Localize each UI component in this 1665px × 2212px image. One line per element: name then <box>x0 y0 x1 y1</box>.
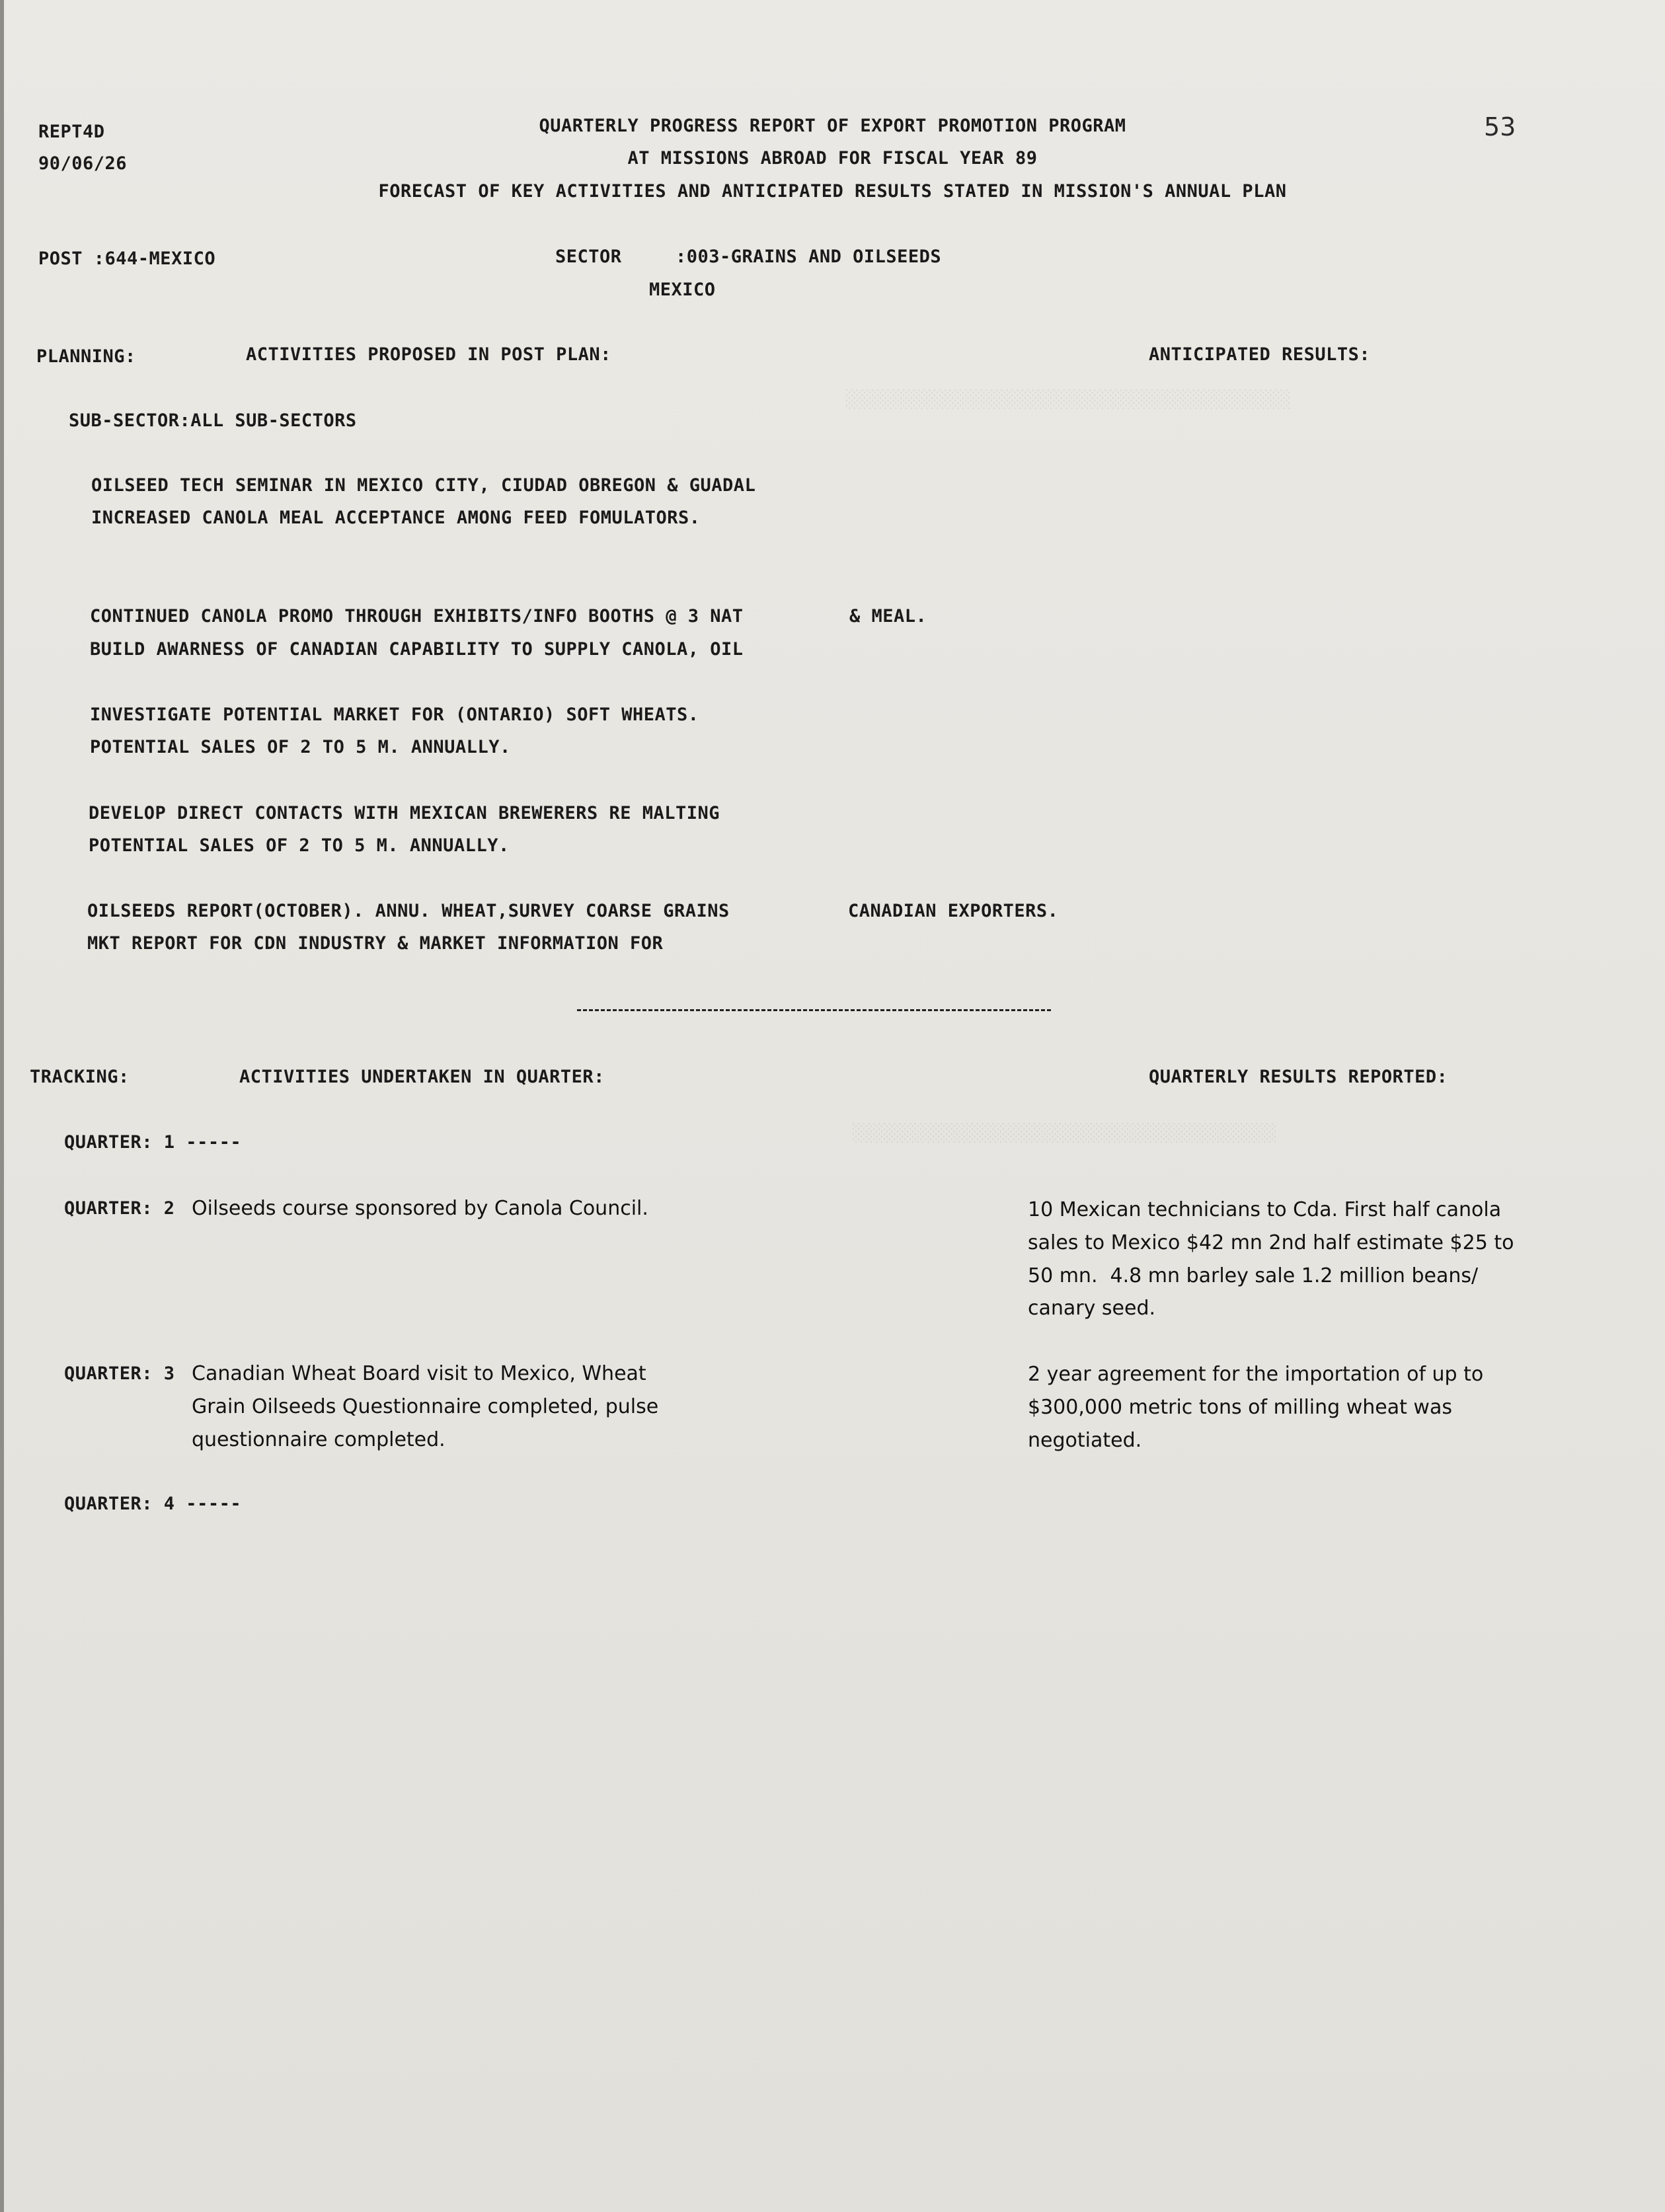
quarter-2-result-line1: 10 Mexican technicians to Cda. First half canola <box>1028 1198 1502 1221</box>
quarter-2-label: QUARTER: 2 <box>64 1198 175 1219</box>
subsector-label: SUB-SECTOR:ALL SUB-SECTORS <box>69 410 357 431</box>
report-title-line2: AT MISSIONS ABROAD FOR FISCAL YEAR 89 <box>627 148 1038 169</box>
plan-item-5-line1: OILSEEDS REPORT(OCTOBER). ANNU. WHEAT,SURVEY COARSE GRAINS <box>87 901 730 921</box>
quarter-3-activity-line3: questionnaire completed. <box>192 1428 445 1451</box>
quarter-2-result-line4: canary seed. <box>1028 1297 1156 1320</box>
tracking-results-header: QUARTERLY RESULTS REPORTED: <box>1149 1067 1448 1087</box>
tracking-activities-header: ACTIVITIES UNDERTAKEN IN QUARTER: <box>239 1067 605 1087</box>
plan-item-1-line2: INCREASED CANOLA MEAL ACCEPTANCE AMONG FEED FOMULATORS. <box>91 508 701 528</box>
plan-item-2-result: & MEAL. <box>849 606 927 627</box>
plan-item-5-line2: MKT REPORT FOR CDN INDUSTRY & MARKET INFORMATION FOR <box>87 933 664 954</box>
plan-item-4-line2: POTENTIAL SALES OF 2 TO 5 M. ANNUALLY. <box>89 835 510 856</box>
report-title-line3: FORECAST OF KEY ACTIVITIES AND ANTICIPATED RESULTS STATED IN MISSION'S ANNUAL PLAN <box>378 181 1287 202</box>
plan-item-3-line2: POTENTIAL SALES OF 2 TO 5 M. ANNUALLY. <box>90 737 511 757</box>
country-label: MEXICO <box>649 280 716 300</box>
post-label: POST :644-MEXICO <box>38 248 216 269</box>
quarter-3-activity-line2: Grain Oilseeds Questionnaire completed, pulse <box>192 1395 659 1418</box>
quarter-2-activity: Oilseeds course sponsored by Canola Council. <box>192 1197 648 1220</box>
plan-item-1-line1: OILSEED TECH SEMINAR IN MEXICO CITY, CIUDAD OBREGON & GUADAL <box>91 475 756 496</box>
sector-value: :003-GRAINS AND OILSEEDS <box>676 247 942 267</box>
page-edge <box>0 0 4 2212</box>
plan-item-5-result: CANADIAN EXPORTERS. <box>848 901 1059 921</box>
sector-label: SECTOR <box>555 247 622 267</box>
quarter-4-label: QUARTER: 4 ----- <box>64 1494 242 1514</box>
planning-activities-header: ACTIVITIES PROPOSED IN POST PLAN: <box>246 344 611 365</box>
plan-item-3-line1: INVESTIGATE POTENTIAL MARKET FOR (ONTARIO) SOFT WHEATS. <box>90 705 699 725</box>
tracking-label: TRACKING: <box>30 1067 130 1087</box>
plan-item-2-line1: CONTINUED CANOLA PROMO THROUGH EXHIBITS/INFO BOOTHS @ 3 NAT <box>90 606 744 627</box>
quarter-3-result-line3: negotiated. <box>1028 1429 1142 1452</box>
quarter-3-result-line2: $300,000 metric tons of milling wheat was <box>1028 1396 1452 1419</box>
quarter-2-result-line3: 50 mn. 4.8 mn barley sale 1.2 million beans/ <box>1028 1264 1479 1287</box>
section-divider <box>577 1009 1051 1011</box>
show-through-texture: ░░░░░░░░░░░░░░░░░░░░░░░░░░░░░░░░░░░░░░░░░░░ <box>846 390 1292 410</box>
quarter-2-result-line2: sales to Mexico $42 mn 2nd half estimate $25 to <box>1028 1231 1514 1254</box>
planning-label: PLANNING: <box>36 346 136 367</box>
quarter-3-result-line1: 2 year agreement for the importation of up to <box>1028 1363 1484 1386</box>
quarter-3-label: QUARTER: 3 <box>64 1363 175 1384</box>
show-through-texture: ░░░░░░░░░░░░░░░░░░░░░░░░░░░░░░░░░░░░░░░░░ <box>853 1124 1277 1143</box>
plan-item-2-line2: BUILD AWARNESS OF CANADIAN CAPABILITY TO SUPPLY CANOLA, OIL <box>90 639 744 660</box>
report-id: REPT4D <box>38 122 105 142</box>
planning-results-header: ANTICIPATED RESULTS: <box>1149 344 1371 365</box>
quarter-1-label: QUARTER: 1 ----- <box>64 1132 242 1153</box>
plan-item-4-line1: DEVELOP DIRECT CONTACTS WITH MEXICAN BREWERERS RE MALTING <box>89 803 720 823</box>
report-date: 90/06/26 <box>38 153 128 174</box>
report-title-line1: QUARTERLY PROGRESS REPORT OF EXPORT PROMOTION PROGRAM <box>539 116 1126 136</box>
quarter-3-activity-line1: Canadian Wheat Board visit to Mexico, Wheat <box>192 1362 646 1385</box>
page-number: 53 <box>1484 112 1516 141</box>
